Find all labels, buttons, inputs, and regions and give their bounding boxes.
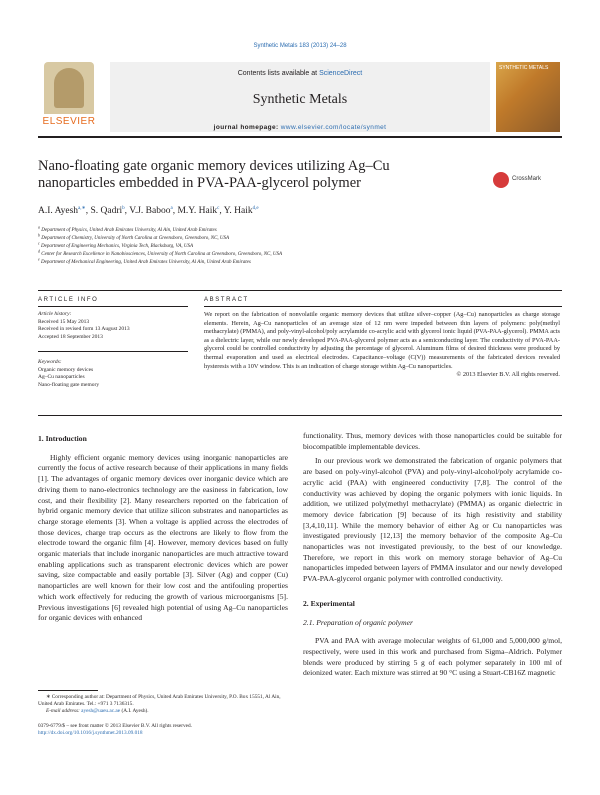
homepage-prefix: journal homepage: <box>213 124 281 131</box>
intro-paragraph-continued: functionality. Thus, memory devices with those nanoparticles could be suitable for biocompatible implementable devices. <box>303 431 562 451</box>
author-affiliation-mark[interactable]: a,∗ <box>78 205 86 211</box>
author-affiliation-mark[interactable]: a <box>170 205 173 211</box>
doi-link[interactable]: http://dx.doi.org/10.1016/j.synthmet.2013.09.018 <box>38 730 143 737</box>
journal-title: Synthetic Metals <box>252 92 348 107</box>
keywords-rule <box>38 351 188 352</box>
affiliation-item: $^d$ Center for Research Excellence in Nanobiosciences, University of North Carolina at Greensboro, Greensboro, NC, USA <box>38 248 283 257</box>
affiliation-item: $^e$ Department of Mechanical Engineering, United Arab Emirates University, Al Ain, United Arab Emirates <box>38 256 251 265</box>
section-rule-bottom <box>38 415 562 416</box>
author-name[interactable]: M.Y. Haik <box>177 206 218 216</box>
abstract-copyright: © 2013 Elsevier B.V. All rights reserved. <box>456 371 560 379</box>
keyword-item: Ag–Cu nanoparticles <box>38 374 85 380</box>
journal-homepage-line <box>110 124 490 131</box>
author-name[interactable]: S. Qadri <box>90 206 123 216</box>
history-item: Accepted 18 September 2013 <box>38 333 103 340</box>
crossmark-badge[interactable] <box>493 170 563 192</box>
footnote-block <box>38 694 288 715</box>
keyword-item: Organic memory devices <box>38 366 94 373</box>
keywords-block <box>38 359 198 389</box>
sciencedirect-link[interactable]: ScienceDirect <box>319 70 363 77</box>
elsevier-logo <box>38 62 100 132</box>
title-line-2: nanoparticles embedded in PVA-PAA-glycerol polymer <box>38 175 361 191</box>
intro-paragraph-1: Highly efficient organic memory devices using inorganic nanoparticles are currently the focus of active research because of their applications in many fields [1]. The advantages of organic memory devices over inorganic device which are driving them to nano-electronics technology are the easiness in fabrication, low cost, and their flexibility [2]. Many researchers reported on the fabrication of hybrid organic memory device that utilize silicon substrates and nanoparticles as charge storage elements [3]. When a voltage is applied across the electrodes of those devices, charge trap occurs as the electrons are likely to flow from the electrode toward the organic film [4]. However, memory devices based on fully organic materials that include inorganic nanoparticles are much attractive toward enabling applications such as transparent electronic devices which are power saving, size compactable and easily portable [3]. Silver (Ag) and copper (Cu) nanoparticles are well known for their low cost and the antifouling properties which work effectively for reducing the growth of various microorganisms [5]. Previous investigations [6] revealed high potential of using Ag–Cu nanoparticles for organic devices with enhanced <box>38 452 288 623</box>
author-name[interactable]: A.I. Ayesh <box>38 206 79 216</box>
article-history <box>38 311 198 341</box>
author-affiliation-mark[interactable]: d,e <box>252 205 259 211</box>
author-list: A.I. Ayesh$^{a,∗}$, S. Qadri$^b$, V.J. Baboo$^a$, M.Y. Haik$^c$, Y. Haik$^{d,e}$ <box>38 205 259 216</box>
bottom-info <box>38 723 338 737</box>
corresponding-author-note: ∗ Corresponding author at: Department of Physics, United Arab Emirates University, P.O. Box 15551, Al Ain, United Arab Emirates. Tel.: +971 3 7136315. <box>38 694 281 707</box>
author-name[interactable]: Y. Haik <box>223 206 253 216</box>
left-column <box>38 434 288 624</box>
crossmark-icon <box>493 172 509 188</box>
keywords-label: Keywords: <box>38 359 62 365</box>
header-rule <box>38 136 562 138</box>
homepage-link[interactable]: www.elsevier.com/locate/synmet <box>280 124 387 131</box>
experimental-paragraph-1: PVA and PAA with average molecular weights of 61,000 and 5,000,000 g/mol, respectively, were used in this work and purchased from Sigma–Aldrich. Polymer blends were produced by stirring 5 g of each polymer separately in 100 ml of deionized water. Each mixture was stirred at 90 °C using a Stuart-CB16Z magnetic <box>303 636 562 678</box>
issn-line: 0379-6779/$ – see front matter © 2013 Elsevier B.V. All rights reserved. <box>38 723 192 729</box>
affiliation-item: $^b$ Department of Chemistry, University of North Carolina at Greensboro, Greensboro, NC, USA <box>38 232 230 241</box>
affiliation-item: $^c$ Department of Engineering Mechanics, Virginia Tech, Blacksburg, VA, USA <box>38 240 194 249</box>
journal-reference[interactable]: Synthetic Metals 183 (2013) 24–28 <box>253 43 347 49</box>
section-rule-top <box>38 290 562 291</box>
abstract-rule <box>204 306 562 307</box>
keyword-item: Nano-floating gate memory <box>38 381 100 388</box>
crossmark-label: CrossMark <box>512 176 542 182</box>
author-affiliation-mark[interactable]: b <box>122 205 125 211</box>
article-info-rule <box>38 306 188 307</box>
history-item: Received in revised form 13 August 2013 <box>38 326 130 332</box>
journal-cover-thumbnail <box>496 62 560 132</box>
author-affiliation-mark[interactable]: c <box>217 205 220 211</box>
article-info-label: ARTICLE INFO <box>38 297 99 303</box>
history-label: Article history: <box>38 311 72 317</box>
affiliation-item: $^a$ Department of Physics, United Arab Emirates University, Al Ain, United Arab Emirates <box>38 224 217 233</box>
elsevier-wordmark: ELSEVIER <box>42 116 96 127</box>
abstract-text: We report on the fabrication of nonvolatile organic memory devices that utilize silver–copper (Ag–Cu) nanoparticles as charge storage elements. Herein, Ag–Cu nanoparticles of an average size of 12 nm were impeded between thin layers of polymers: poly(methyl methacrylate) (PMMA), and poly-vinyl-alcohol/poly acrylamide co-acrylic acid with glycerol ionic liquid (PVA-PAA-glycerol). PMMA acts as a dielectric layer, while our newly developed PVA-PAA-glycerol polymer acts as a semiconducting layer. The conductivity of PVA-PAA-glycerol could be controlled conductivity by adjusting the percentage of glycerol. Aluminum films of desired thickness were produced by thermal evaporation and used as electrical electrodes. Capacitance–voltage (C(V)) measurements of the fabricated devices revealed hysteresis with a 10V window. This is an indication of charge storage within Ag–Cu nanoparticles. <box>204 311 560 370</box>
article-title <box>38 158 448 192</box>
abstract-label: ABSTRACT <box>204 297 249 303</box>
section-heading-experimental: 2. Experimental <box>303 598 355 608</box>
abstract-body <box>204 311 560 380</box>
intro-paragraph-2: In our previous work we demonstrated the fabrication of organic polymers that are based on poly-vinyl-alcohol (PVA) and poly-vinyl-alcohol/poly acrylamide co-acrylic acid (PAA) with engineered conductivity [7,8]. The control of the conductivity was achieved by doping the organic polymers with ionic liquids. In addition, we utilized poly(methyl methacrylate) (PMMA) as organic dielectric in memory device fabrication [9] because of its high resistivity and stability [3,4,10,11]. While the memory behavior of either Ag or Cu nanoparticles was investigated previously [12,13] the memory behavior of the composite Ag–Cu nanoparticles was not investigated previously, to the best of our knowledge. Therefore, we report in this work on memory storage behavior of Ag–Cu nanoparticles impeded between layers of PMMA insulator and our newly developed PVA-PAA-glycerol organic polymer with controlled conductivity. <box>303 456 562 584</box>
contents-prefix: Contents lists available at <box>237 70 320 77</box>
cover-title: SYNTHETIC METALS <box>499 65 549 71</box>
author-email-link[interactable]: ayesh@uaeu.ac.ae <box>81 708 121 714</box>
affiliation-list <box>38 224 562 267</box>
author-name[interactable]: V.J. Baboo <box>129 206 171 216</box>
footnote-rule <box>38 690 98 691</box>
right-column <box>303 431 562 679</box>
title-line-1: Nano-floating gate organic memory devices utilizing Ag–Cu <box>38 158 390 174</box>
elsevier-tree-icon <box>44 62 94 114</box>
history-item: Received 15 May 2013 <box>38 318 90 325</box>
contents-available-line <box>110 70 490 77</box>
subsection-heading-preparation: 2.1. Preparation of organic polymer <box>303 617 413 627</box>
section-heading-introduction: 1. Introduction <box>38 434 87 443</box>
email-note: E-mail address: ayesh@uaeu.ac.ae (A.I. Ayesh). <box>46 708 149 714</box>
